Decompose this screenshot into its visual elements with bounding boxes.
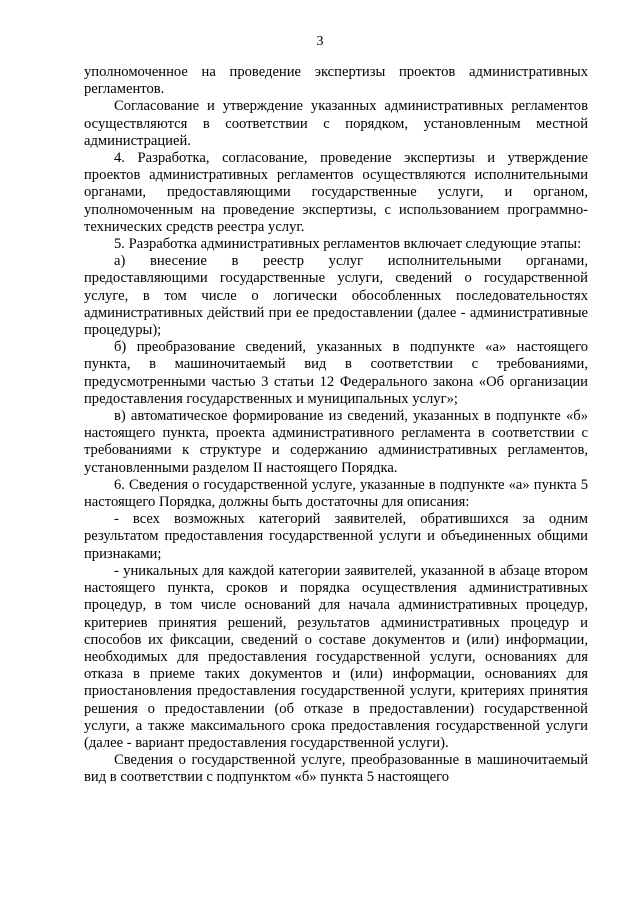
page-number: 3 <box>316 34 324 49</box>
paragraph: уполномоченное на проведение экспертизы проектов административных регламентов. <box>84 64 588 98</box>
paragraph: Сведения о государственной услуге, преобразованные в машиночитаемый вид в соответствии с подпунктом «б» пункта 5 настоящего <box>84 752 588 786</box>
list-item: б) преобразование сведений, указанных в подпункте «а» настоящего пункта, в машиночитаемый вид в соответствии с требованиями, предусмотренными частью 3 статьи 12 Федерального закона «Об организации предоставления государственных и муниципальных услуг»; <box>84 339 588 407</box>
list-item: а) внесение в реестр услуг исполнительными органами, предоставляющими государственные услуги, сведений о государственной услуге, в том числе о логически обособленных последовательностях административных действий при ее предоставлении (далее - административные процедуры); <box>84 253 588 339</box>
list-item: в) автоматическое формирование из сведений, указанных в подпункте «б» настоящего пункта, проекта административного регламента в соответствии с требованиями к структуре и содержанию административных регламентов, установленными разделом II настоящего Порядка. <box>84 408 588 476</box>
list-item: - уникальных для каждой категории заявителей, указанной в абзаце втором настоящего пункта, сроков и порядка осуществления административных процедур, в том числе оснований для начала административных процедур, критериев принятия решений, результатов административных процедур и способов их фиксации, сведений о составе документов и (или) информации, необходимых для предоставления государственной услуги, основаниях для отказа в приеме таких документов и (или) информации, основаниях для приостановления предоставления государственной услуги, критериях принятия решения о предоставлении (об отказе в предоставлении) государственной услуги, а также максимального срока предоставления государственной услуги (далее - вариант предоставления государственной услуги). <box>84 562 588 751</box>
paragraph: 5. Разработка административных регламентов включает следующие этапы: <box>114 236 582 253</box>
list-item: - всех возможных категорий заявителей, обратившихся за одним результатом предоставления государственной услуги и объединенных общими признаками; <box>84 511 588 562</box>
paragraph: Согласование и утверждение указанных административных регламентов осуществляются в соответствии с порядком, установленным местной администрацией. <box>84 98 588 149</box>
paragraph: 4. Разработка, согласование, проведение экспертизы и утверждение проектов административных регламентов осуществляются исполнительными органами, предоставляющими государственные услуги, и органом, уполномоченным на проведение экспертизы, с использованием программно-технических средств реестра услуг. <box>84 150 588 235</box>
body-text <box>84 64 588 787</box>
paragraph: 6. Сведения о государственной услуге, указанные в подпункте «а» пункта 5 настоящего Порядка, должны быть достаточны для описания: <box>84 476 588 511</box>
